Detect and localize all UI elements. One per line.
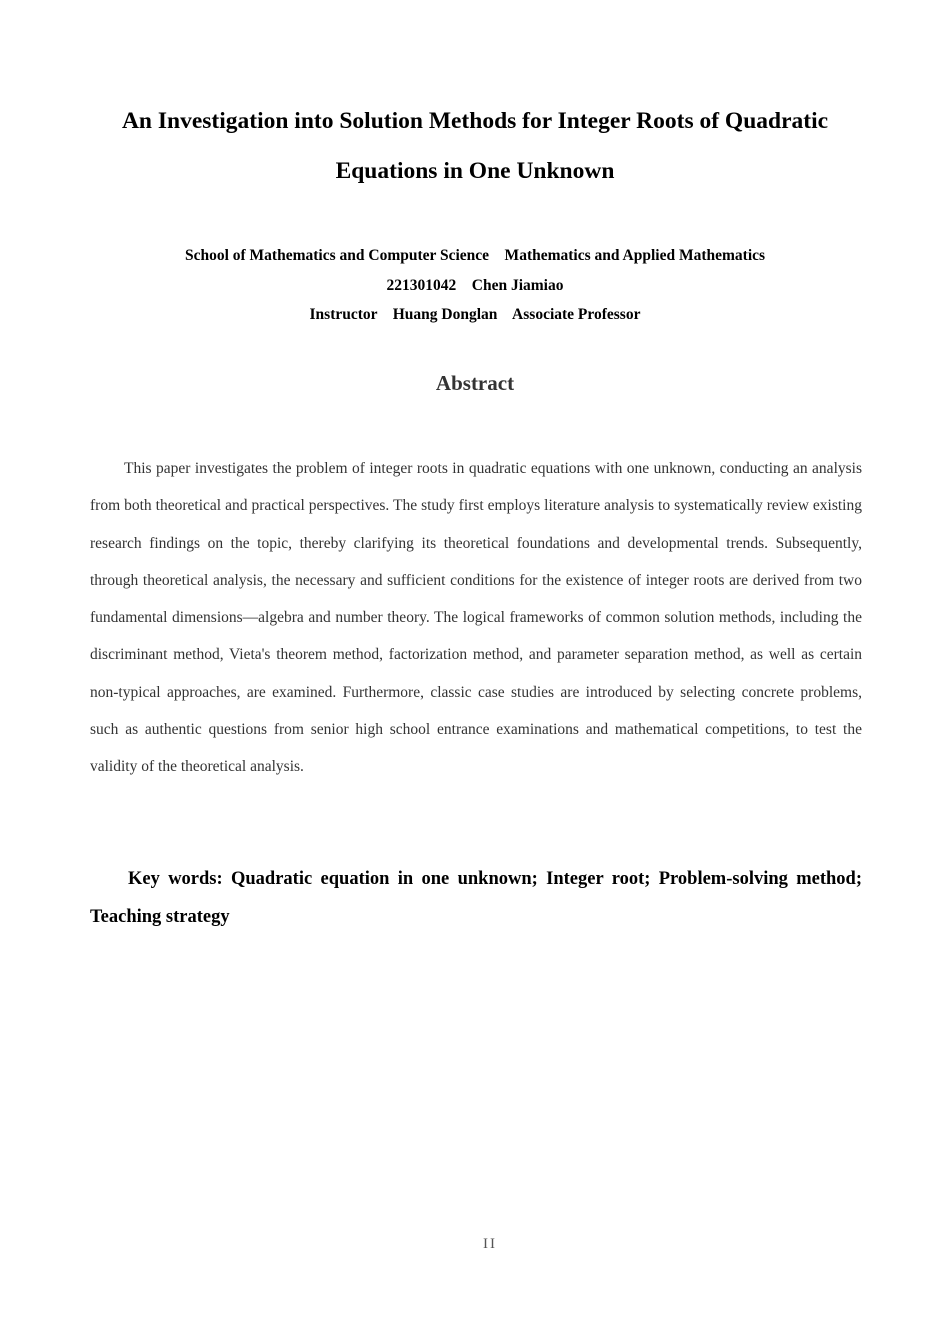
abstract-body: This paper investigates the problem of integer roots in quadratic equations with one unknown, conducting an analysis from both theoretical and practical perspectives. The study first employs literature analysis to systematically review existing research findings on the topic, thereby clarifying its theoretical foundations and developmental trends. Subsequently, through theoretical analysis, the necessary and sufficient conditions for the existence of integer roots are derived from two fundamental dimensions—algebra and number theory. The logical frameworks of common solution methods, including the discriminant method, Vieta's theorem method, factorization method, and parameter separation method, as well as certain non-typical approaches, are examined. Furthermore, classic case studies are introduced by selecting concrete problems, such as authentic questions from senior high school entrance examinations and mathematical competitions, to test the validity of the theoretical analysis. [90,460,862,776]
student-id-name-line: 221301042 Chen Jiamiao [386,276,564,294]
author-info-block [60,241,890,330]
abstract-heading: Abstract [435,371,515,395]
instructor-line: Instructor Huang Donglan Associate Professor [309,306,641,323]
school-major-line: School of Mathematics and Computer Science Mathematics and Applied Mathematics [184,247,766,264]
paper-title [60,96,890,196]
paper-title-line-2: Equations in One Unknown [335,158,615,184]
page-number: II [483,1236,497,1252]
paper-title-line-1: An Investigation into Solution Methods for Integer Roots of Quadratic [121,108,829,134]
keywords-paragraph: Key words: Quadratic equation in one unknown; Integer root; Problem-solving method; Teaching strategy [90,869,862,927]
